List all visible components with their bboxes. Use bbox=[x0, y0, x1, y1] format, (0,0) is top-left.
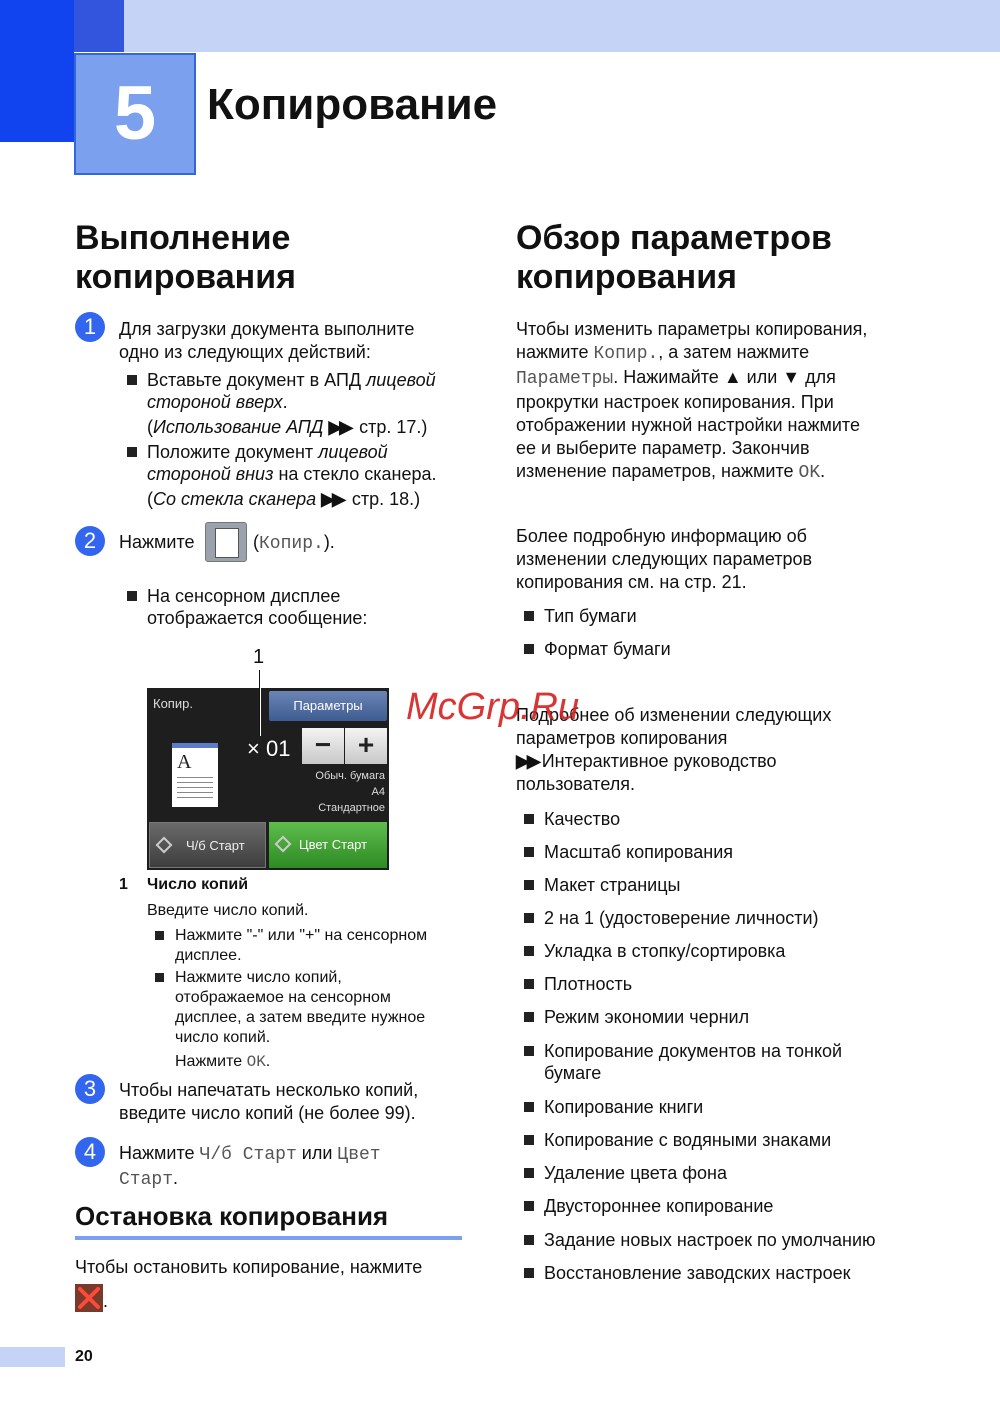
text: , а затем нажмите bbox=[658, 342, 810, 362]
step2-press: Нажмите bbox=[119, 532, 195, 552]
step1-text bbox=[119, 318, 414, 364]
text-line: Чтобы изменить параметры копирования, bbox=[516, 319, 868, 339]
overview-paragraph: Чтобы изменить параметры копирования, нажмите Копир., а затем нажмите Параметры. Нажимайте ▲ или ▼ для прокрутки настроек копирования. При отображении нужной настройки нажмите ее и выберите параметр. Закончив изменение параметров, нажмите OK. bbox=[516, 319, 868, 483]
text: стр. 17.) bbox=[354, 417, 428, 437]
callout-bullet-1 bbox=[147, 926, 427, 966]
step-number-4: 4 bbox=[75, 1137, 105, 1167]
footer-bar bbox=[0, 1347, 65, 1367]
double-arrow-icon: ▶▶ bbox=[328, 417, 351, 437]
lcd-title: Копир. bbox=[153, 696, 193, 711]
list-item: Режим экономии чернил bbox=[516, 1006, 749, 1028]
text-italic: лицевой bbox=[318, 442, 388, 462]
text-line: Нажмите "-" или "+" на сенсорном bbox=[175, 927, 428, 944]
text: нажмите bbox=[516, 342, 594, 362]
text-line: ее и выберите параметр. Закончив bbox=[516, 438, 810, 458]
list-item: Удаление цвета фона bbox=[516, 1162, 727, 1184]
text-line: Копирование документов на тонкой bbox=[544, 1041, 843, 1061]
list-item: Формат бумаги bbox=[516, 638, 671, 660]
start-diamond-icon bbox=[156, 837, 173, 854]
text-line: одно из следующих действий: bbox=[119, 342, 371, 362]
text-line: дисплее. bbox=[175, 947, 242, 964]
text: Вставьте документ в АПД bbox=[147, 370, 367, 390]
text-line: пользователя. bbox=[516, 774, 635, 794]
section-title-line: копирования bbox=[75, 258, 296, 296]
button-label: Ч/б Старт bbox=[186, 838, 245, 853]
text-line: Более подробную информацию об bbox=[516, 526, 807, 546]
text: или bbox=[296, 1143, 338, 1163]
key-name: Цвет bbox=[337, 1145, 381, 1165]
text-line: отображении нужной настройки нажмите bbox=[516, 415, 860, 435]
text: стр. 18.) bbox=[346, 489, 421, 509]
more-info-paragraph bbox=[516, 525, 812, 594]
section-title-left bbox=[75, 219, 296, 297]
doc-letter: A bbox=[177, 751, 192, 773]
list-item: Тип бумаги bbox=[516, 605, 637, 627]
text-line: Подробнее об изменении следующих bbox=[516, 705, 832, 725]
double-arrow-icon: ▶▶ bbox=[321, 489, 343, 509]
text-italic: стороной вниз bbox=[147, 464, 274, 484]
text-italic: стороной вверх bbox=[147, 392, 283, 412]
text: Интерактивное руководство bbox=[541, 751, 777, 771]
list-item: 2 на 1 (удостоверение личности) bbox=[516, 907, 819, 929]
key-name: Копир. bbox=[259, 534, 324, 554]
chapter-number-box: 5 bbox=[74, 53, 196, 175]
list-item: Масштаб копирования bbox=[516, 841, 733, 863]
page-number: 20 bbox=[75, 1348, 93, 1365]
text-line: параметров копирования bbox=[516, 728, 728, 748]
step-number-3: 3 bbox=[75, 1074, 105, 1104]
key-name: Старт bbox=[119, 1170, 174, 1190]
header-band bbox=[0, 0, 1000, 52]
callout-number: 1 bbox=[253, 646, 265, 668]
list-item bbox=[516, 1040, 842, 1084]
text-italic: лицевой bbox=[366, 370, 436, 390]
list-item: Копирование с водяными знаками bbox=[516, 1129, 831, 1151]
key-name: Ч/б Старт bbox=[199, 1145, 297, 1165]
section-title-line: Обзор параметров bbox=[516, 219, 832, 257]
text-line: отображается сообщение: bbox=[147, 608, 368, 628]
step1-bullet-adf: Вставьте документ в АПД лицевой стороной вверх. (Использование АПД ▶▶ стр. 17.) bbox=[119, 369, 436, 438]
stop-section-title: Остановка копирования bbox=[75, 1201, 389, 1231]
paper-type-info: Обыч. бумага bbox=[315, 770, 385, 782]
start-diamond-icon bbox=[275, 836, 292, 853]
text-line: бумаге bbox=[544, 1063, 602, 1083]
list-item: Двустороннее копирование bbox=[516, 1195, 773, 1217]
list-item: Восстановление заводских настроек bbox=[516, 1262, 850, 1284]
step4-text: Нажмите Ч/б Старт или Цвет Старт. bbox=[119, 1143, 381, 1190]
list-item: Задание новых настроек по умолчанию bbox=[516, 1229, 876, 1251]
list-item: Плотность bbox=[516, 973, 632, 995]
key-name: OK bbox=[246, 1053, 266, 1071]
list-item: Укладка в стопку/сортировка bbox=[516, 940, 785, 962]
text-line: дисплее, а затем введите нужное bbox=[175, 1009, 426, 1026]
watermark: McGrp.Ru bbox=[406, 686, 580, 728]
key-name: Копир. bbox=[593, 344, 659, 364]
paper-size-info: A4 bbox=[371, 786, 385, 798]
mono-start-button[interactable] bbox=[149, 822, 266, 868]
period: . bbox=[103, 1291, 109, 1311]
section-title-line: Выполнение bbox=[75, 219, 291, 257]
header-side-block bbox=[0, 0, 74, 142]
key-name: Параметры bbox=[516, 369, 614, 389]
step2-key: (Копир.). bbox=[253, 532, 335, 554]
button-label: Цвет Старт bbox=[299, 837, 368, 852]
link-ref: Со стекла сканера bbox=[153, 489, 317, 509]
key-name: OK bbox=[798, 463, 821, 483]
stop-text: Чтобы остановить копирование, нажмите bbox=[75, 1257, 423, 1277]
touchscreen-display bbox=[147, 688, 389, 870]
step-number-1: 1 bbox=[75, 312, 105, 342]
text-line: копирования см. на стр. 21. bbox=[516, 572, 747, 592]
text-line: изменении следующих параметров bbox=[516, 549, 813, 569]
text-line: число копий. bbox=[175, 1029, 271, 1046]
title-underline bbox=[75, 1236, 462, 1240]
list-item: Копирование книги bbox=[516, 1096, 703, 1118]
text-line: Для загрузки документа выполните bbox=[119, 319, 415, 339]
step2-bullet bbox=[119, 585, 367, 629]
stop-x-icon bbox=[75, 1284, 103, 1312]
callout-desc-title: Число копий bbox=[147, 876, 249, 893]
section-title-line: копирования bbox=[516, 258, 737, 296]
lcd-options-button[interactable]: Параметры bbox=[269, 691, 387, 721]
text: Нажмите bbox=[119, 1143, 200, 1163]
list-item: Макет страницы bbox=[516, 874, 680, 896]
section-title-right bbox=[516, 219, 832, 297]
text-line: Чтобы напечатать несколько копий, bbox=[119, 1080, 419, 1100]
plus-button[interactable]: + bbox=[345, 728, 387, 764]
callout-desc-num: 1 bbox=[119, 876, 128, 893]
text-line: На сенсорном дисплее bbox=[147, 586, 341, 606]
callout-desc-intro: Введите число копий. bbox=[147, 902, 309, 919]
color-start-button[interactable] bbox=[269, 822, 387, 868]
copy-icon bbox=[205, 522, 247, 562]
double-arrow-icon: ▶▶ bbox=[516, 751, 538, 771]
step1-bullet-glass: Положите документ лицевой стороной вниз на стекло сканера. (Со стекла сканера ▶▶ стр. 18.) bbox=[119, 441, 437, 510]
text-line: Нажмите число копий, bbox=[175, 969, 342, 986]
document-icon bbox=[172, 743, 218, 807]
step-number-2: 2 bbox=[75, 526, 105, 556]
text-line: прокрутки настроек копирования. При bbox=[516, 392, 834, 412]
text-line: введите число копий (не более 99). bbox=[119, 1103, 416, 1123]
text: Положите документ bbox=[147, 442, 319, 462]
list-item: Качество bbox=[516, 808, 620, 830]
chapter-title: Копирование bbox=[207, 80, 498, 129]
text: изменение параметров, нажмите bbox=[516, 461, 799, 481]
copy-count[interactable]: × 01 bbox=[247, 736, 291, 761]
callout-bullet-2: Нажмите число копий, отображаемое на сенсорном дисплее, а затем введите нужное число копий. Нажмите OK. bbox=[147, 968, 425, 1072]
text: на стекло сканера. bbox=[273, 464, 437, 484]
minus-button[interactable]: − bbox=[302, 728, 344, 764]
quality-info: Стандартное bbox=[318, 802, 385, 814]
text-line: отображаемое на сенсорном bbox=[175, 989, 391, 1006]
text: Нажмите bbox=[175, 1053, 247, 1070]
text: . Нажимайте ▲ или ▼ для bbox=[613, 367, 836, 387]
callout-line bbox=[259, 670, 261, 736]
link-ref: Использование АПД bbox=[153, 417, 324, 437]
step3-text bbox=[119, 1079, 418, 1125]
